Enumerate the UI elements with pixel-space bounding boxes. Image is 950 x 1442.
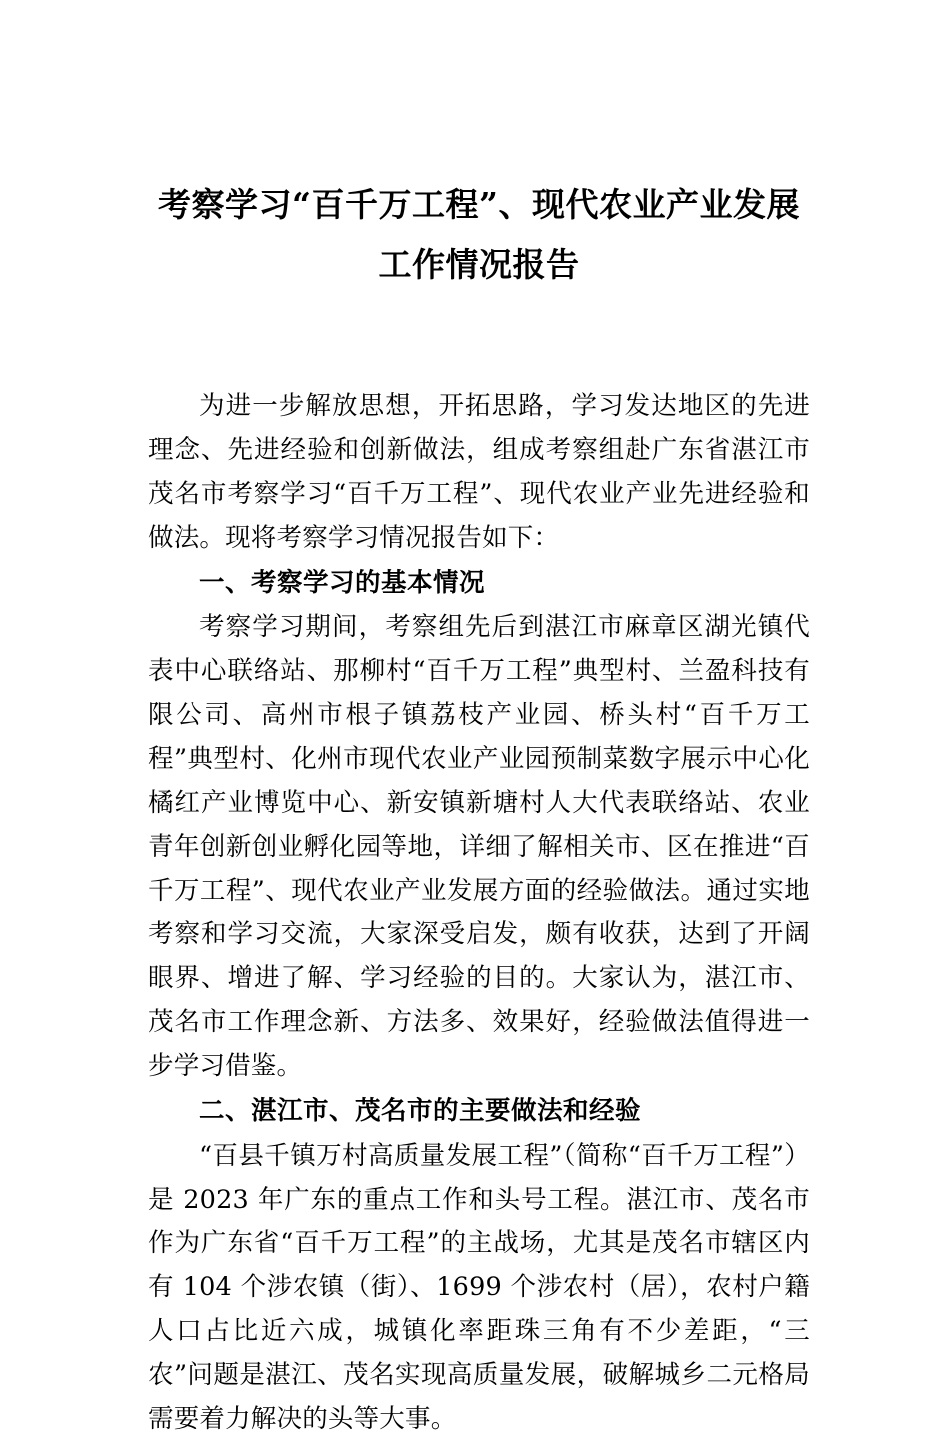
page-title: 考察学习“百千万工程”、现代农业产业发展工作情况报告: [158, 185, 800, 285]
paragraph-section-1-body: 考察学习期间，考察组先后到湛江市麻章区湖光镇代表中心联络站、那柳村“百千万工程”典型村、兰盈科技有限公司、高州市根子镇荔枝产业园、桥头村“百千万工程”典型村、化州市现代农业产业园预制菜数字展示中心化橘红产业博览中心、新安镇新塘村人大代表联络站、农业青年创新创业孵化园等地，详细了解相关市、区在推进“百千万工程”、现代农业产业发展方面的经验做法。通过实地考察和学习交流，大家深受启发，颇有收获，达到了开阔眼界、增进了解、学习经验的目的。大家认为，湛江市、茂名市工作理念新、方法多、效果好，经验做法值得进一步学习借鉴。: [148, 612, 810, 1081]
section-heading-1: 一、考察学习的基本情况: [199, 567, 486, 598]
title-body-spacer: [148, 321, 810, 385]
paragraph-intro: 为进一步解放思想，开拓思路，学习发达地区的先进理念、先进经验和创新做法，组成考察组赴广东省湛江市茂名市考察学习“百千万工程”、现代农业产业先进经验和做法。现将考察学习情况报告如下：: [148, 391, 810, 553]
section-heading-2: 二、湛江市、茂名市的主要做法和经验: [199, 1095, 642, 1126]
paragraph-section-2-body: “百县千镇万村高质量发展工程”（简称“百千万工程”）是 2023 年广东的重点工作和头号工程。湛江市、茂名市作为广东省“百千万工程”的主战场，尤其是茂名市辖区内有 104 个涉农镇（街）、1699 个涉农村（居），农村户籍人口占比近六成，城镇化率距珠三角有不少差距，“三农”问题是湛江、茂名实现高质量发展，破解城乡二元格局需要着力解决的头等大事。: [148, 1140, 810, 1434]
document-body: [148, 385, 810, 1442]
